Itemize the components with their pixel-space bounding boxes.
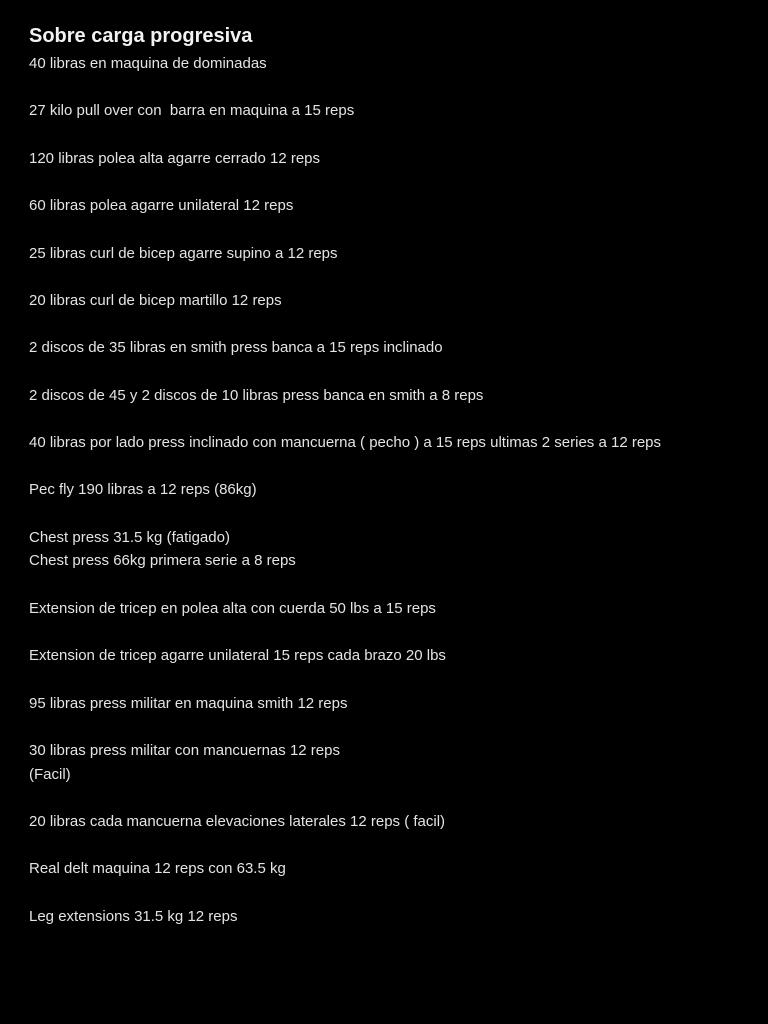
note-line[interactable]: 40 libras en maquina de dominadas: [29, 55, 267, 72]
blank-line[interactable]: [29, 881, 749, 905]
note-line[interactable]: 2 discos de 35 libras en smith press banca a 15 reps inclinado: [29, 339, 443, 357]
blank-line[interactable]: [29, 502, 749, 526]
blank-line[interactable]: [29, 123, 749, 147]
note-line[interactable]: 95 libras press militar en maquina smith 12 reps: [29, 694, 348, 712]
blank-line[interactable]: [29, 455, 749, 479]
note-line[interactable]: 40 libras por lado press inclinado con mancuerna ( pecho ) a 15 reps ultimas 2 series a 12 reps: [29, 434, 662, 451]
note-line[interactable]: Pec fly 190 libras a 12 reps (86kg): [29, 481, 257, 499]
note-line[interactable]: 60 libras polea agarre unilateral 12 reps: [29, 197, 294, 215]
note-content[interactable]: [29, 22, 749, 928]
note-line[interactable]: 120 libras polea alta agarre cerrado 12 reps: [29, 149, 321, 167]
note-line[interactable]: 20 libras curl de bicep martillo 12 reps: [29, 291, 282, 309]
blank-line[interactable]: [29, 170, 749, 194]
note-line[interactable]: Real delt maquina 12 reps con 63.5 kg: [29, 860, 286, 878]
note-line[interactable]: 25 libras curl de bicep agarre supino a 12 reps: [29, 244, 338, 262]
note-line[interactable]: Chest press 31.5 kg (fatigado): [29, 528, 230, 546]
blank-line[interactable]: [29, 786, 749, 810]
blank-line[interactable]: [29, 573, 749, 597]
note-line[interactable]: 2 discos de 45 y 2 discos de 10 libras press banca en smith a 8 reps: [29, 386, 484, 404]
note-line[interactable]: (Facil): [29, 765, 71, 783]
blank-line[interactable]: [29, 621, 749, 645]
note-line[interactable]: Chest press 66kg primera serie a 8 reps: [29, 552, 296, 570]
blank-line[interactable]: [29, 218, 749, 242]
blank-line[interactable]: [29, 668, 749, 692]
blank-line[interactable]: [29, 715, 749, 739]
blank-line[interactable]: [29, 834, 749, 858]
note-body[interactable]: [29, 52, 749, 928]
blank-line[interactable]: [29, 360, 749, 384]
note-line[interactable]: Extension de tricep en polea alta con cuerda 50 lbs a 15 reps: [29, 599, 436, 617]
note-line[interactable]: Extension de tricep agarre unilateral 15 reps cada brazo 20 lbs: [29, 647, 446, 665]
note-title[interactable]: Sobre carga progresiva: [29, 25, 253, 47]
note-line[interactable]: 30 libras press militar con mancuernas 12 reps: [29, 741, 340, 759]
blank-line[interactable]: [29, 313, 749, 337]
note-line[interactable]: Leg extensions 31.5 kg 12 reps: [29, 907, 238, 925]
note-line[interactable]: 20 libras cada mancuerna elevaciones laterales 12 reps ( facil): [29, 813, 446, 830]
blank-line[interactable]: [29, 265, 749, 289]
blank-line[interactable]: [29, 407, 749, 431]
note-line[interactable]: 27 kilo pull over con barra en maquina a 15 reps: [29, 102, 355, 120]
blank-line[interactable]: [29, 76, 749, 100]
